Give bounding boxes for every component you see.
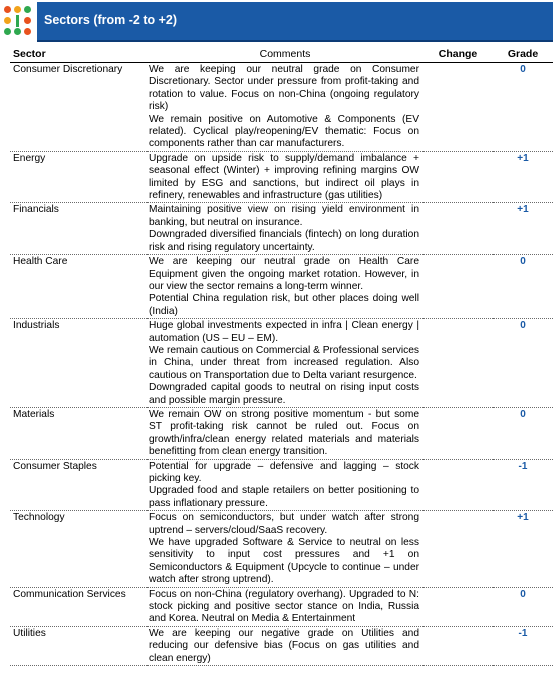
column-header-change: Change	[423, 46, 493, 63]
sector-cell: Health Care	[10, 255, 147, 319]
grade-cell: 0	[493, 63, 553, 152]
comments-cell	[147, 459, 423, 511]
comment-paragraph: We are keeping our neutral grade on Health Care Equipment given the ongoing market rotation. However, in our view the sector remains a long-term winner.	[149, 256, 419, 292]
table-row	[10, 319, 553, 408]
sector-cell: Energy	[10, 151, 147, 203]
column-header-grade: Grade	[493, 46, 553, 63]
sectors-table	[10, 46, 553, 666]
section-header	[0, 0, 558, 42]
grade-cell: 0	[493, 407, 553, 459]
table-row	[10, 255, 553, 319]
comments-cell	[147, 319, 423, 408]
table-row	[10, 407, 553, 459]
sector-cell: Industrials	[10, 319, 147, 408]
grade-cell: 0	[493, 319, 553, 408]
column-header-comments: Comments	[147, 46, 423, 63]
comments-cell	[147, 587, 423, 626]
sector-cell: Technology	[10, 511, 147, 587]
comment-paragraph: Focus on non-China (regulatory overhang). Upgraded to N: stock picking and positive sector stance on India, Russia and Korea. Neutral on Media & Entertainment	[149, 588, 419, 625]
change-cell	[423, 626, 493, 665]
comment-paragraph: Focus on semiconductors, but under watch after strong uptrend – servers/cloud/SaaS recovery.	[149, 512, 419, 536]
logo-dot-icon	[14, 6, 21, 13]
comments-cell	[147, 63, 423, 152]
logo-dot-icon	[24, 17, 31, 24]
grade-cell: 0	[493, 255, 553, 319]
logo-dot-icon	[4, 6, 11, 13]
table-row	[10, 587, 553, 626]
grade-cell: -1	[493, 459, 553, 511]
comments-cell	[147, 255, 423, 319]
table-row	[10, 459, 553, 511]
comment-paragraph: We are keeping our neutral grade on Consumer Discretionary. Sector under pressure from profit-taking and rotation to value. Focus on non-China (ongoing regulatory risk)	[149, 64, 419, 113]
table-row	[10, 203, 553, 255]
grade-cell: 0	[493, 587, 553, 626]
grade-cell: +1	[493, 151, 553, 203]
comment-paragraph: Huge global investments expected in infra | Clean energy | automation (US – EU – EM).	[149, 320, 419, 344]
logo-dot-icon	[4, 17, 11, 24]
grade-cell: -1	[493, 626, 553, 665]
comment-paragraph: We remain positive on Automotive & Components (EV related). Cyclical play/reopening/EV thematic: Focus on components rather than car manufacturers.	[149, 113, 419, 150]
sector-cell: Communication Services	[10, 587, 147, 626]
comment-paragraph: We remain OW on strong positive momentum - but some ST profit-taking risk cannot be ruled out. Focus on growth/infra/clean energy related materials and materials benefitting from clean energy transition.	[149, 408, 419, 458]
table-row	[10, 151, 553, 203]
grade-cell: +1	[493, 203, 553, 255]
column-header-sector: Sector	[10, 46, 147, 63]
section-title: Sectors (from -2 to +2)	[44, 13, 178, 27]
change-cell	[423, 459, 493, 511]
comment-paragraph: Upgrade on upside risk to supply/demand imbalance + seasonal effect (Winter) + improving refining margins OW limited by ESG and sanctions, but indirect oil plays in refinery, renewables and infrastructure (gas utilities)	[149, 152, 419, 202]
change-cell	[423, 63, 493, 152]
change-cell	[423, 587, 493, 626]
comment-paragraph: Potential China regulation risk, but other places doing well (India)	[149, 293, 419, 317]
comment-paragraph: Downgraded diversified financials (fintech) on long duration risk and rising regulatory uncertainty.	[149, 229, 419, 253]
comments-cell	[147, 626, 423, 665]
table-row	[10, 626, 553, 665]
sector-cell: Consumer Staples	[10, 459, 147, 511]
comment-paragraph: Maintaining positive view on rising yield environment in banking, but neutral on insurance.	[149, 204, 419, 228]
change-cell	[423, 151, 493, 203]
comment-paragraph: We are keeping our negative grade on Utilities and reducing our defensive bias (Focus on gas utilities and clean energy)	[149, 627, 419, 664]
logo-dot-icon	[24, 6, 31, 13]
change-cell	[423, 407, 493, 459]
logo-stem-icon	[16, 15, 19, 27]
comment-paragraph: Downgraded capital goods to neutral on rising input costs and possible margin pressure.	[149, 382, 419, 406]
comment-paragraph: Upgraded food and staple retailers on better positioning to pass inflationary pressure.	[149, 485, 419, 509]
sector-cell: Financials	[10, 203, 147, 255]
logo-dot-icon	[24, 28, 31, 35]
sector-cell: Utilities	[10, 626, 147, 665]
change-cell	[423, 203, 493, 255]
change-cell	[423, 255, 493, 319]
table-row	[10, 511, 553, 587]
comments-cell	[147, 511, 423, 587]
change-cell	[423, 511, 493, 587]
comment-paragraph: Potential for upgrade – defensive and lagging – stock picking key.	[149, 460, 419, 484]
grade-cell: +1	[493, 511, 553, 587]
table-row	[10, 63, 553, 152]
logo-dot-icon	[4, 28, 11, 35]
change-cell	[423, 319, 493, 408]
comments-cell	[147, 407, 423, 459]
sector-cell: Materials	[10, 407, 147, 459]
traffic-light-logo-icon	[0, 0, 40, 42]
comment-paragraph: We have upgraded Software & Service to neutral on less sensitivity to input cost pressures and +1 on Semiconductors & Equipment (Upcycle to continue – under watch after strong uptrend).	[149, 537, 419, 586]
logo-dot-icon	[14, 28, 21, 35]
comments-cell	[147, 203, 423, 255]
comment-paragraph: We remain cautious on Commercial & Professional services in China, under threat from increased regulation. Also cautious on Transportation due to Delta variant resurgence.	[149, 344, 419, 381]
sector-cell: Consumer Discretionary	[10, 63, 147, 152]
title-bar	[37, 2, 553, 42]
comments-cell	[147, 151, 423, 203]
table-header-row	[10, 46, 553, 63]
